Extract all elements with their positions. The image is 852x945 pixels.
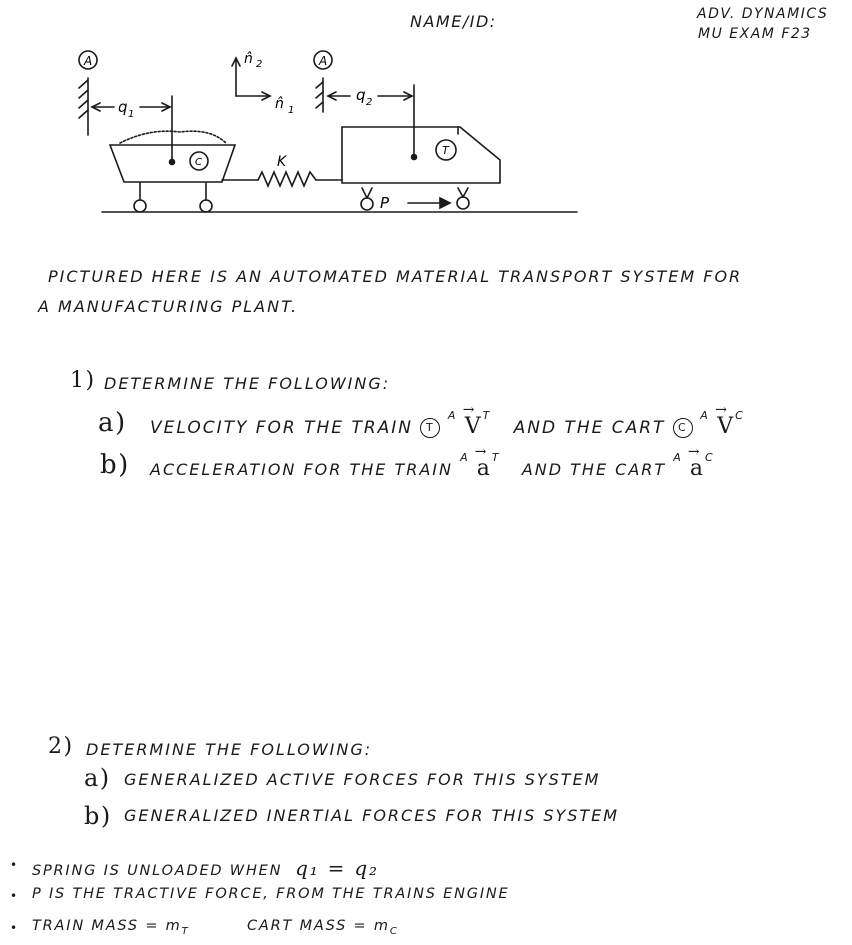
q1b-letter: b): [100, 450, 130, 480]
n2-sub: 2: [256, 59, 263, 70]
q1a-body-sup-1: T: [482, 409, 492, 422]
frame-a-label-left: A: [84, 54, 93, 68]
q1a-text-2: AND THE CART: [513, 418, 666, 438]
train: [342, 127, 500, 210]
q2b-text: GENERALIZED INERTIAL FORCES FOR THIS SYSTEM: [124, 806, 620, 825]
q2a-letter: a): [84, 764, 111, 792]
system-diagram: [0, 0, 852, 230]
note-train-mass: TRAIN MASS = $m_T$: [32, 918, 190, 937]
name-id-field: NAME/ID:: [410, 12, 497, 31]
note-spring: SPRING IS UNLOADED WHEN q₁ = q₂: [32, 856, 379, 880]
q1b-text-2: AND THE CART: [521, 460, 667, 479]
course-title: ADV. DYNAMICS: [697, 6, 829, 22]
q1a-line: [150, 402, 745, 439]
q1b-frame-sup-2: A: [673, 451, 683, 464]
spring: [258, 172, 316, 186]
note-bullet-3: •: [10, 921, 19, 935]
q2b-letter: b): [84, 802, 112, 830]
train-label: T: [442, 144, 449, 157]
note-force: P IS THE TRACTIVE FORCE, FROM THE TRAINS ENGINE: [32, 886, 510, 902]
q1a-frame-sup-1: A: [447, 409, 458, 422]
cart-label: C: [195, 157, 202, 168]
q1b-text-1: ACCELERATION FOR THE TRAIN: [150, 460, 453, 479]
q1b-line: [150, 444, 715, 481]
q1a-frame-sup-2: A: [700, 409, 710, 422]
q2-sub: 2: [366, 97, 373, 108]
q1a-body-sup-2: C: [735, 409, 745, 422]
q1a-text-1: VELOCITY FOR THE TRAIN: [150, 418, 413, 438]
note-bullet-2: •: [10, 889, 19, 903]
n1-sub: 1: [288, 105, 295, 116]
note-spring-equation: q₁ = q₂: [295, 856, 379, 880]
note-bullet-1: •: [10, 858, 19, 872]
q1b-body-sup-1: T: [491, 451, 501, 464]
q2-title: DETERMINE THE FOLLOWING:: [86, 740, 373, 759]
cart-acceleration-symbol: → a: [687, 444, 705, 481]
intro-line-1: PICTURED HERE IS AN AUTOMATED MATERIAL TRANSPORT SYSTEM FOR: [48, 267, 743, 286]
q1-title: DETERMINE THE FOLLOWING:: [104, 374, 391, 393]
intro-line-2: A MANUFACTURING PLANT.: [38, 297, 299, 316]
train-velocity-symbol: → V: [462, 402, 483, 439]
spring-label: K: [277, 154, 287, 170]
q1-sub: 1: [128, 109, 135, 120]
q1a-letter: a): [98, 408, 127, 438]
q1b-body-sup-2: C: [705, 451, 715, 464]
force-p-label: P: [380, 194, 390, 212]
note-cart-mass: CART MASS = $m_C$: [247, 918, 399, 937]
cart-velocity-symbol: → V: [715, 402, 736, 439]
train-symbol: T: [420, 418, 440, 438]
q2a-text: GENERALIZED ACTIVE FORCES FOR THIS SYSTEM: [124, 770, 601, 789]
n1-label: n̂: [275, 96, 284, 112]
frame-a-label-right: A: [319, 54, 328, 68]
cart-symbol: C: [673, 418, 693, 438]
train-acceleration-symbol: → a: [474, 444, 492, 481]
q1-number: 1): [70, 368, 96, 393]
n2-label: n̂: [244, 51, 253, 67]
q2-label: q: [356, 86, 366, 104]
q1-label: q: [118, 98, 128, 116]
q2-number: 2): [48, 734, 74, 759]
q1b-frame-sup-1: A: [460, 451, 470, 464]
exam-title: MU EXAM F23: [698, 26, 812, 42]
